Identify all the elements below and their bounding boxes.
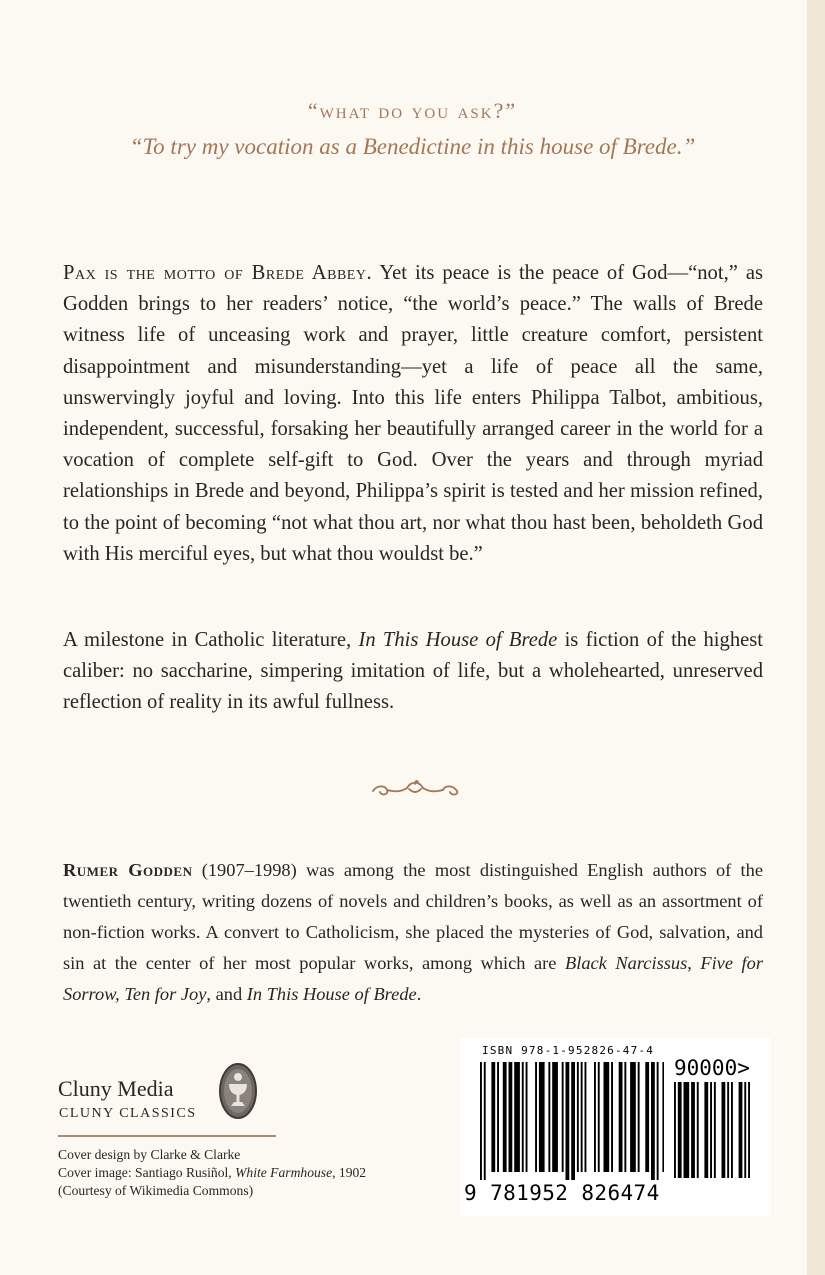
headline-question: “what do you ask?”	[307, 98, 518, 123]
barcode-bar	[714, 1082, 716, 1178]
author-name: Rumer Godden	[63, 860, 193, 880]
credit-image-suffix: , 1902	[332, 1165, 367, 1180]
author-bio	[63, 855, 763, 1010]
barcode-bar	[571, 1062, 575, 1180]
isbn-barcode	[460, 1038, 770, 1216]
barcode-bar	[674, 1082, 676, 1178]
bio-separator-1: ,	[687, 953, 701, 973]
barcode-bar	[684, 1082, 690, 1178]
credit-design: Cover design by Clarke & Clarke	[58, 1147, 241, 1162]
barcode-bar	[722, 1082, 726, 1178]
barcode-bar	[604, 1062, 610, 1172]
barcode-bar	[526, 1062, 528, 1172]
barcode-bar	[624, 1062, 626, 1172]
barcode-bar	[522, 1062, 524, 1172]
barcode-bar	[514, 1062, 520, 1172]
barcode-bar	[638, 1062, 640, 1172]
barcode-bar	[581, 1062, 583, 1172]
bio-body: (1907–1998) was among the most distinguished English authors of the twentieth century, writing dozens of novels and children’s books, as well as an assortment of non-fiction works. A convert to Catholicism, she placed the mysteries of God, salvation, and sin at the center of her most popular works, among which are	[63, 860, 763, 973]
barcode-bar	[503, 1062, 507, 1172]
barcode-bar	[480, 1062, 482, 1180]
barcode-bar	[704, 1082, 708, 1178]
credit-image-title: White Farmhouse	[235, 1165, 333, 1180]
barcode-bar	[491, 1062, 495, 1172]
bio-title-3: In This House of Brede	[246, 984, 417, 1004]
blurb-paragraph-2	[63, 625, 763, 719]
barcode-bar	[562, 1062, 564, 1172]
barcode-bar	[731, 1082, 733, 1178]
blurb-body-1: Yet its peace is the peace of God—“not,” as Godden brings to her readers’ notice, “the world’s peace.” The walls of Brede witness life of unceasing work and prayer, little creature comfort, persistent disappointment and misunderstanding—yet a life of peace all the same, unswervingly joyful and loving. Into this life enters Philippa Talbot, ambitious, independent, successful, forsaking her beautifully arranged career in the world for a vocation of complete self-gift to God. Over the years and through myriad relationships in Brede and beyond, Philippa’s spirit is tested and her mission refined, to the point of becoming “not what thou art, nor what thou hast been, beholdeth God with His merciful eyes, but what thou wouldst be.”	[63, 262, 763, 565]
blurb-body-2-start: A milestone in Catholic literature,	[63, 629, 359, 651]
barcode-bar	[744, 1082, 746, 1178]
bio-title-1: Black Narcissus	[564, 953, 688, 973]
barcode-bar	[497, 1062, 499, 1172]
bio-end: .	[416, 984, 422, 1004]
headline-answer: “To try my vocation as a Benedictine in this house of Brede.”	[129, 134, 696, 159]
barcode-bar	[657, 1062, 659, 1180]
barcode-bar	[727, 1082, 729, 1178]
barcode-bar	[739, 1082, 743, 1178]
barcode-bar	[691, 1082, 695, 1178]
credit-courtesy: (Courtesy of Wikimedia Commons)	[58, 1183, 254, 1198]
blurb-paragraph-1	[63, 258, 763, 570]
barcode-bar	[484, 1062, 486, 1180]
barcode-bar	[539, 1062, 545, 1172]
blurb-book-title: In This House of Brede	[358, 629, 558, 651]
bio-title-2: Five for Sorrow, Ten for Joy	[63, 953, 763, 1004]
barcode-bar	[645, 1062, 649, 1172]
barcode-bars-addon	[674, 1082, 750, 1180]
publisher-imprint: CLUNY CLASSICS	[59, 1106, 197, 1121]
barcode-bar	[548, 1062, 550, 1172]
publisher-name: Cluny Media	[58, 1076, 174, 1101]
barcode-bars-main	[480, 1062, 664, 1180]
flourish-ornament-icon	[369, 777, 461, 801]
spine-edge-strip	[807, 0, 825, 1275]
barcode-bar	[577, 1062, 579, 1172]
barcode-bar	[552, 1062, 558, 1172]
chalice-medallion-icon	[218, 1062, 258, 1120]
barcode-bar	[598, 1062, 600, 1172]
barcode-bar	[678, 1082, 682, 1178]
barcode-bar	[585, 1062, 587, 1172]
barcode-bar	[566, 1062, 570, 1180]
barcode-bar	[611, 1062, 613, 1172]
isbn-digits: 9 781952 826474	[464, 1181, 660, 1205]
barcode-bar	[662, 1062, 664, 1172]
credit-image-prefix: Cover image: Santiago Rusiñol,	[58, 1165, 236, 1180]
barcode-bar	[651, 1062, 655, 1180]
credits-divider	[58, 1135, 276, 1137]
barcode-bar	[630, 1062, 636, 1172]
barcode-bar	[535, 1062, 537, 1172]
barcode-bar	[710, 1082, 712, 1178]
price-code: 90000>	[674, 1056, 750, 1080]
barcode-bar	[619, 1062, 623, 1172]
isbn-label: ISBN 978-1-952826-47-4	[482, 1044, 655, 1057]
credit-image	[58, 1164, 366, 1182]
barcode-bar	[594, 1062, 596, 1172]
barcode-bar	[748, 1082, 750, 1178]
cover-credits	[58, 1146, 366, 1200]
blurb-lead-in: Pax is the motto of Brede Abbey.	[63, 262, 373, 284]
barcode-bar	[509, 1062, 513, 1172]
bio-separator-2: , and	[206, 984, 247, 1004]
blurb-body-2-end: is fiction of the highest caliber: no saccharine, simpering imitation of life, but a wholehearted, unreserved reflection of reality in its awful fullness.	[63, 629, 763, 714]
barcode-bar	[697, 1082, 699, 1178]
